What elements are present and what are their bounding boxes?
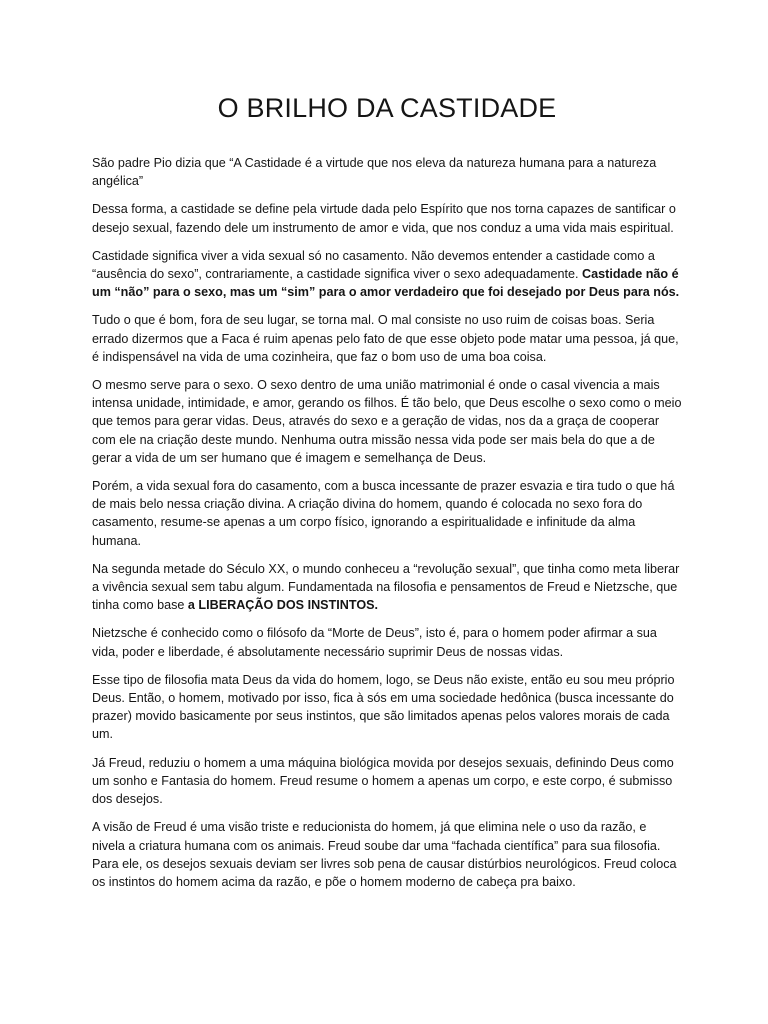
paragraph [92,311,682,366]
paragraph [92,754,682,809]
paragraph [92,671,682,744]
text-run: Castidade significa viver a vida sexual só no casamento. Não devemos entender a castidade como a “ausência do sexo”, contrariamente, a castidade significa viver o sexo adequadamente. [92,248,655,282]
text-run: Já Freud, reduziu o homem a uma máquina biológica movida por desejos sexuais, definindo Deus como um sonho e Fantasia do homem. Freud resume o homem a apenas um corpo, e este corpo, é submisso dos desejos. [92,755,674,807]
paragraph [92,200,682,236]
text-run: Porém, a vida sexual fora do casamento, com a busca incessante de prazer esvazia e tira tudo o que há de mais belo nessa criação divina. A criação divina do homem, quando é colocada no sexo fora do casamento, resume-se apenas a um corpo físico, ignorando a espiritualidade e infinitude da alma humana. [92,479,675,548]
document-page [92,88,682,901]
document-title: O BRILHO DA CASTIDADE [217,93,557,123]
text-run: A visão de Freud é uma visão triste e reducionista do homem, já que elimina nele o uso da razão, e nivela a criatura humana com os animais. Freud soube dar uma “fachada científica” para sua filosofia. Para ele, os desejos sexuais deviam ser livres sob pena de causar distúrbios neurológicos. Freud coloca os instintos do homem acima da razão, e põe o homem moderno de cabeça pra baixo. [92,820,677,889]
text-run: São padre Pio dizia que “A Castidade é a virtude que nos eleva da natureza humana para a natureza angélica” [92,156,657,189]
text-run: Dessa forma, a castidade se define pela virtude dada pelo Espírito que nos torna capazes de santificar o desejo sexual, fazendo dele um instrumento de amor e vida, que nos conduz a uma vida mais espiritual. [92,202,676,235]
paragraph [92,624,682,660]
paragraph [92,376,682,467]
text-run: Na segunda metade do Século XX, o mundo conheceu a “revolução sexual”, que tinha como meta liberar a vivência sexual sem tabu algum. Fundamentada na filosofia e pensamentos de Freud e Nietzsche, que tinha como base [92,561,680,613]
paragraph [92,560,682,615]
bold-text-run: Castidade não é um “não” para o sexo, mas um “sim” para o amor verdadeiro que foi desejado por Deus para nós. [92,267,680,300]
paragraph [92,477,682,550]
text-run: Nietzsche é conhecido como o filósofo da “Morte de Deus”, isto é, para o homem poder afirmar a sua vida, poder e liberdade, é absolutamente necessário suprimir Deus de nossas vidas. [92,626,657,659]
text-run: O mesmo serve para o sexo. O sexo dentro de uma união matrimonial é onde o casal vivencia a mais intensa unidade, intimidade, e amor, gerando os filhos. É tão belo, que Deus escolhe o sexo como o meio que temos para gerar vidas. Deus, através do sexo e a geração de vidas, nos da a graça de cooperar com ele na criação deste mundo. Nenhuma outra missão nessa vida pode ser mais bela do que a de gerar a vida de um ser humano que é imagem e semelhança de Deus. [92,378,682,465]
document-body [92,154,682,891]
bold-text-run: a LIBERAÇÃO DOS INSTINTOS. [187,598,379,613]
text-run: Esse tipo de filosofia mata Deus da vida do homem, logo, se Deus não existe, então eu sou meu próprio Deus. Então, o homem, motivado por isso, fica à sós em uma sociedade hedônica (busca incessante do prazer) movido basicamente por seus instintos, que são limitados apenas pelos valores morais de cada um. [92,672,675,742]
paragraph [92,247,682,302]
paragraph [92,818,682,891]
paragraph [92,154,682,190]
text-run: Tudo o que é bom, fora de seu lugar, se torna mal. O mal consiste no uso ruim de coisas boas. Seria errado dizermos que a Faca é ruim apenas pelo fato de que esse objeto pode matar uma pessoa, já que, é indispensável na vida de uma cozinheira, que faz o bom uso de uma boa coisa. [92,313,679,364]
